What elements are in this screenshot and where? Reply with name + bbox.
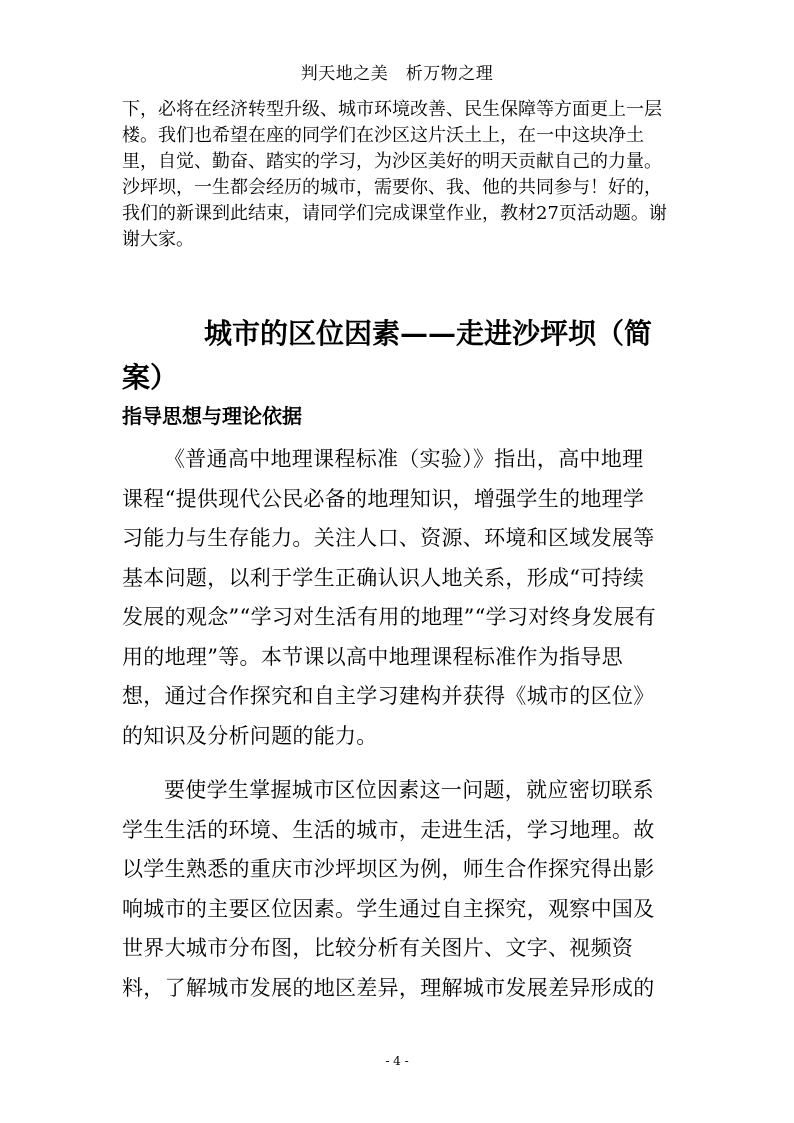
header-rule — [118, 86, 676, 87]
section-heading: 指导思想与理论依据 — [122, 404, 302, 428]
body-paragraph-2: 要使学生掌握城市区位因素这一问题，就应密切联系学生生活的环境、生活的城市，走进生活，学习地理。故以学生熟悉的重庆市沙坪坝区为例，师生合作探究得出影响城市的主要区位因素。学生通过自主探究，观察中国及世界大城市分布图，比较分析有关图片、文字、视频资料，了解城市发展的地区差异，理解城市发展差异形成的 — [122, 778, 655, 1000]
body-paragraph-1: 《普通高中地理课程标准（实验）》指出，高中地理课程“提供现代公民必备的地理知识，增强学生的地理学习能力与生存能力。关注人口、资源、环境和区域发展等基本问题，以利于学生正确认识人地关系，形成“可持续发展的观念”“学习对生活有用的地理”“学习对终身发展有用的地理”等。本节课以高中地理课程标准作为指导思想，通过合作探究和自主学习建构并获得《城市的区位》的知识及分析问题的能力。 — [122, 447, 657, 748]
intro-paragraph: 下，必将在经济转型升级、城市环境改善、民生保障等方面更上一层楼。我们也希望在座的同学们在沙区这片沃土上，在一中这块净土里，自觉、勤奋、踏实的学习，为沙区美好的明天贡献自己的力量。沙坪坝，一生都会经历的城市，需要你、我、他的共同参与！好的，我们的新课到此结束，请同学们完成课堂作业，教材27页活动题。谢谢大家。 — [122, 99, 667, 250]
document-title: 城市的区位因素——走进沙坪坝（简案） — [122, 317, 653, 394]
running-header: 判天地之美 析万物之理 — [300, 64, 494, 84]
page-number: - 4 - — [385, 1054, 409, 1068]
